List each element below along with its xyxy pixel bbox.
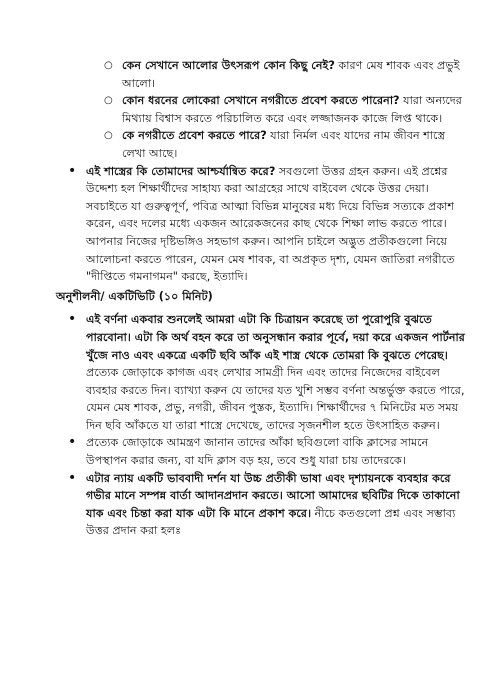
instruction-text: প্রত্যেক জোড়াকে আমন্ত্রণ জানান তাদের আঁকা ছবিগুলো বাকি ক্লাসের সামনে উপস্থাপন করার জন্য, বা যদি ক্লাস বড় হয়, তবে শুধু যারা চায় তাদেরকে। — [86, 436, 429, 468]
section-heading: অনুশীলনী/ একটিভিটি (১০ মিনিট) — [56, 289, 213, 303]
answer-text: যারা নির্মল এবং যাদের নাম জীবন শাস্ত্রে লেখা আছে। — [122, 129, 446, 160]
circle-bullet-icon: ○ — [104, 95, 113, 107]
list-item — [104, 127, 467, 162]
instruction-text: নীচে কতগুলো প্রশ্ন এবং সম্ভাব্য উত্তর প্রদান করা হলঃ — [86, 506, 456, 538]
instruction-bold: এই বর্ণনা একবার শুনলেই আমরা এটা কি চিত্রায়ন করেছে তা পুরোপুরি বুঝতে পারবোনা। এটা কি অর্থ বহন করে তা অনুসন্ধান করার পূর্বে, দয়া করে একজন পার্টনার খুঁজে নাও এবং একত্রে একটি ছবি আঁক এই শাস্ত্র থেকে তোমরা কি বুঝতে পেরেছ। — [86, 313, 465, 362]
question-text: কেন সেখানে আলোর উৎসরূপ কোন কিছু নেই? — [122, 59, 335, 72]
circle-bullet-icon: ○ — [104, 130, 113, 142]
main-bullet-list — [28, 163, 467, 286]
instruction-text: প্রত্যেক জোড়াকে কাগজ এবং লেখার সামগ্রী দিন এবং তাদের নিজেদের বাইবেল ব্যবহার করতে দিন। ব্যাখ্যা করুন যে তাদের যত খুশি সম্ভব বর্ণনা অন্তর্ভুক্ত করতে পারে, যেমন মেষ শাবক, প্রভু, নগরী, জীবন পুস্তক, ইত্যাদি। শিক্ষার্থীদের ৭ মিনিটের মত সময় দিন ছবি আঁকতে যা তারা শাস্ত্রে দেখেছে, তাদের সৃজনশীল হতে উৎসাহিত করুন। — [86, 366, 465, 432]
question-text: কে নগরীতে প্রবেশ করতে পারে? — [122, 129, 267, 143]
list-item — [104, 57, 467, 92]
question-text: এই শাস্ত্রের কি তোমাদের আশ্চর্যান্বিত করে? — [86, 164, 276, 178]
activity-list — [28, 311, 467, 540]
answer-text: সবগুলো উত্তর গ্রহন করুন। এই প্রশ্নের উদ্দেশ্য হল শিক্ষার্থীদের সাহায্য করা আগ্রহের সাথে বাইবেল থেকে উত্তর দেয়া। সবচাইতে যা গুরুত্বপূর্ণ, পবিত্র আত্মা বিভিন্ন মানুষের মধ্য দিয়ে বিভিন্ন সত্যকে প্রকাশ করেন, এবং দলের মধ্যে একজন আরেকজনের কাছ থেকে শিক্ষা লাভ করতে পারে। আপনার নিজের দৃষ্টিভঙ্গিও সহভাগ করুন। আপনি চাইলে অদ্ভুত প্রতীকগুলো নিয়ে আলোচনা করতে পারেন, যেমন মেষ শাবক, বা অপ্রকৃত দৃশ্য, যেমন জাতিরা নগরীতে "দীপ্তিতে গমনাগমন" করছে, ইত্যাদি। — [86, 164, 455, 284]
instruction-bold: এটার ন্যায় একটি ভাববাদী দর্শন যা উচ্চ প্রতীকী ভাষা এবং দৃশ্যায়নকে ব্যবহার করে গভীর মানে সম্পন্ন বার্তা আদানপ্রদান করতে। আসো আমাদের ছবিটির দিকে তাকানো যাক এবং চিন্তা করা যাক এটা কি মানে প্রকাশ করে। — [86, 471, 460, 520]
bullet-icon: • — [68, 434, 77, 451]
list-item — [68, 162, 467, 286]
list-item — [68, 469, 467, 540]
list-item — [68, 434, 467, 469]
bullet-icon: • — [68, 469, 77, 486]
answer-text: যারা অন্যদের মিথ্যায় বিশ্বাস করতে পরিচালিত করে এবং লজ্জাজনক কাজে লিপ্ত থাকে। — [122, 94, 462, 125]
list-item — [104, 92, 467, 127]
circle-bullet-icon: ○ — [104, 60, 113, 71]
question-text: কোন ধরনের লোকেরা সেখানে নগরীতে প্রবেশ করতে পারেনা? — [122, 94, 400, 108]
bullet-icon: • — [68, 311, 77, 328]
sub-question-list — [28, 57, 467, 163]
bullet-icon: • — [68, 162, 77, 179]
list-item — [68, 311, 467, 434]
answer-text: কারণ মেষ শাবক এবং প্রভুই আলো। — [122, 59, 460, 90]
